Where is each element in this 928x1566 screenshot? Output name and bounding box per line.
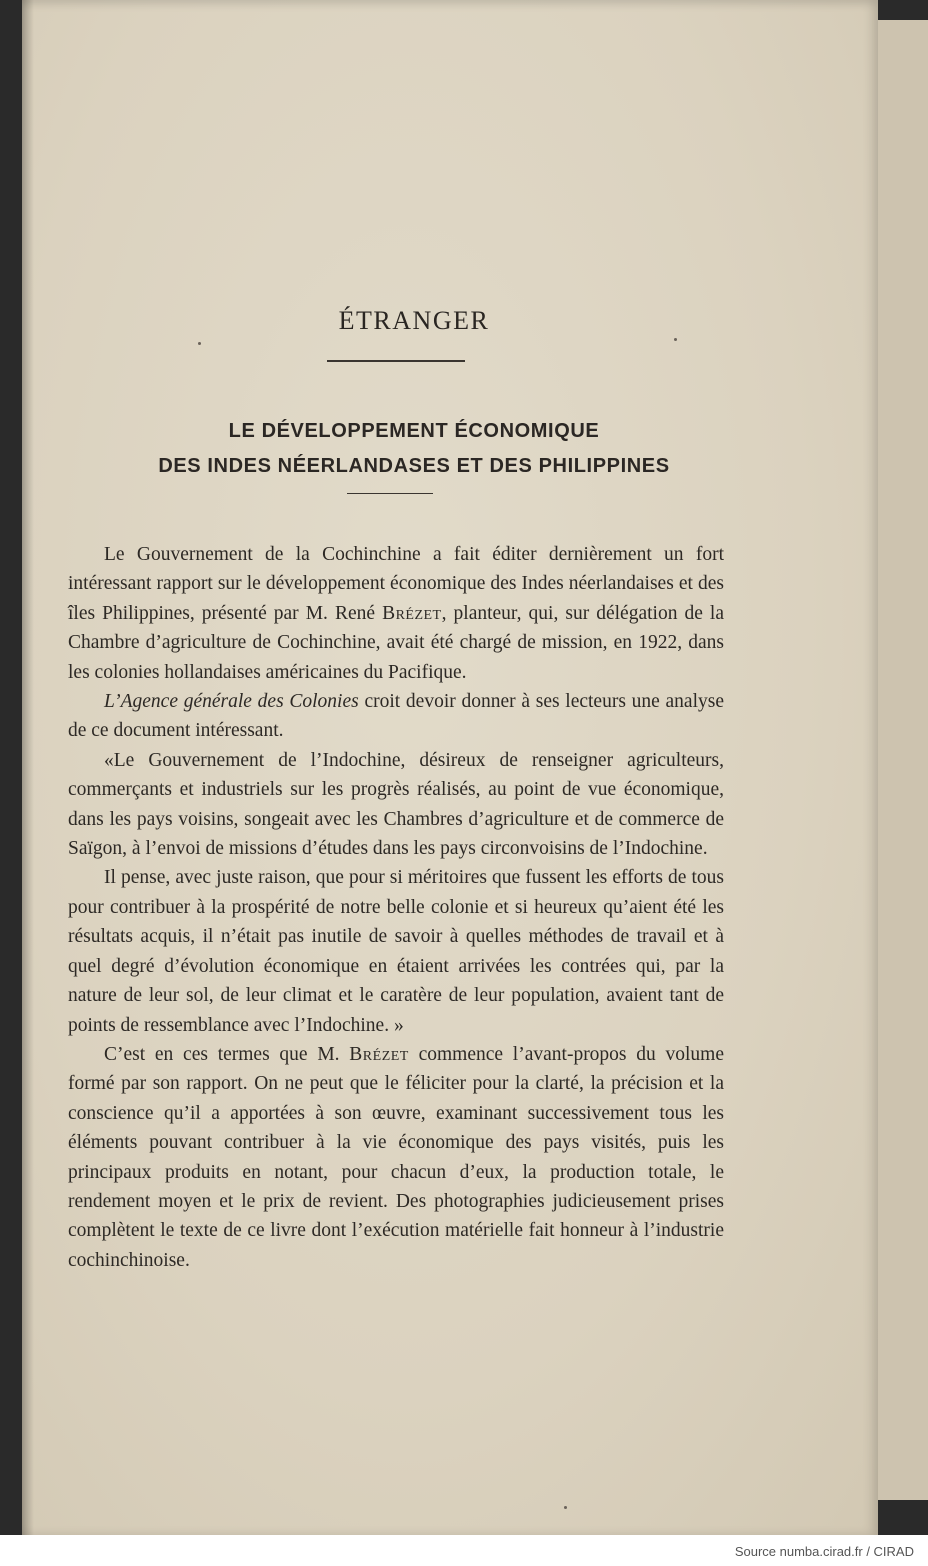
section-title: ÉTRANGER [338,306,490,335]
paper-speck [198,342,201,345]
title-divider [327,360,465,362]
paragraph-1-text-b: , planteur, qui, sur délégation de la Chambre d’agriculture de Cochinchine, avait été chargé de mission, en 1922, dans les colonies hollandaises américaines du Pacifique. [68,602,724,683]
article-body [68,540,724,1275]
paragraph-2-text: croit devoir donner à ses lecteurs une analyse de ce document intéressant. [68,691,724,742]
article-title-line-2: DES INDES NÉERLANDASES ET DES PHILIPPINES [158,455,670,477]
paragraph-5-text-a: C’est en ces termes que M. [104,1043,350,1065]
page-gutter-shadow [22,0,34,1535]
article-divider [347,493,433,494]
paper-speck [564,1506,567,1509]
document-page [22,0,878,1535]
author-name-2: Brézet [349,1043,409,1065]
paragraph-4: Il pense, avec juste raison, que pour si méritoires que fussent les efforts de tous pour contribuer à la prospérité de notre belle colonie et si heureux qu’aient été les résultats acquis, il n’était pas inutile de savoir à quelles méthodes de travail et à quel degré d’évolution économique en étaient arrivées les contrées qui, par la nature de leur sol, de leur climat et le caratère de leur population, avaient tant de points de ressemblance avec l’Indochine. » [68,867,724,1036]
publication-name: L’Agence générale des Colonies [104,691,359,713]
paragraph-5-text-b: commence l’avant-propos du volume formé par son rapport. On ne peut que le féliciter pour la clarté, la précision et la conscience qu’il a apportées à son œuvre, examinant successivement tous les éléments pouvant contribuer à la vie économique des pays visités, puis les principaux produits en notant, pour chacun d’eux, la production totale, le rendement moyen et le prix de revient. Des photographies judicieusement prises complètent le texte de ce livre dont l’exécution matérielle fait honneur à l’industrie cochinchinoise. [68,1043,725,1271]
source-credit: Source numba.cirad.fr / CIRAD [734,1544,914,1559]
article-title-line-1: LE DÉVELOPPEMENT ÉCONOMIQUE [228,420,600,442]
author-name: Brézet [382,602,442,624]
paragraph-2 [68,687,724,746]
paragraph-1 [68,540,724,687]
paragraph-3: «Le Gouvernement de l’Indochine, désireux de renseigner agriculteurs, commerçants et industriels sur les progrès réalisés, au point de vue économique, dans les pays voisins, songeait avec les Chambres d’agriculture et de commerce de Saïgon, à l’envoi de missions d’études dans les pays circonvoisins de l’Indochine. [68,749,724,860]
paper-speck [674,338,677,341]
article-title [22,414,806,484]
paragraph-1-text-a: Le Gouvernement de la Cochinchine a fait éditer dernièrement un fort intéressant rapport sur le développement économique des Indes néerlandaises et des îles Philippines, présenté par M. René [68,544,724,624]
paragraph-5 [68,1040,724,1275]
